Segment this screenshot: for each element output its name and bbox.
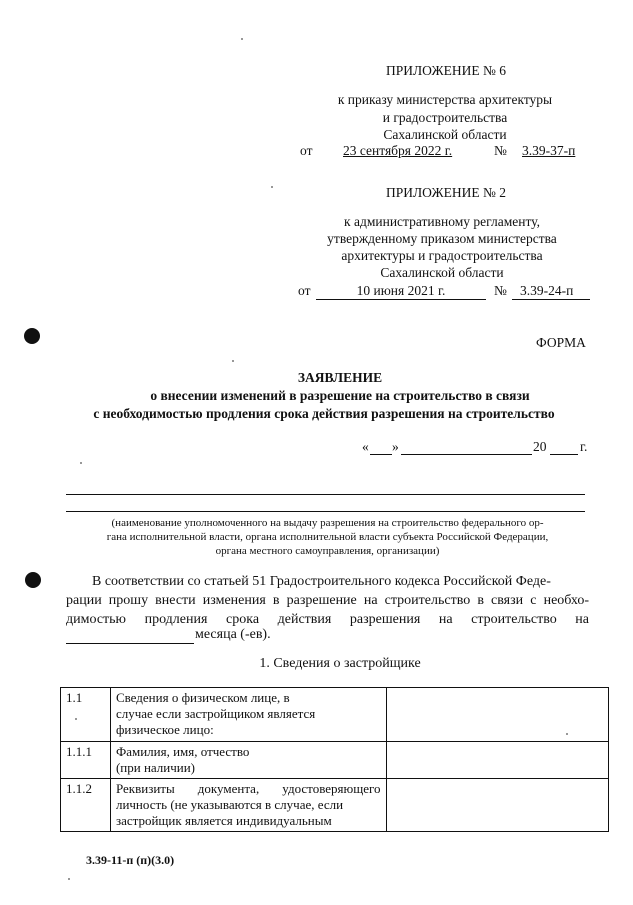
table-row bbox=[61, 742, 609, 779]
row-label-line: случае если застройщиком является bbox=[115, 706, 316, 721]
row-label-line: застройщик является индивидуальным bbox=[115, 813, 332, 828]
table-row bbox=[61, 688, 609, 742]
date-close-quote: » bbox=[392, 439, 399, 454]
date-open-quote: « bbox=[362, 439, 369, 454]
body-line2: рации прошу внести изменения в разрешение на строительство в связи с необхо- bbox=[66, 593, 589, 608]
body-line3: димостью продления срока действия разрешения на строительство на bbox=[66, 612, 589, 627]
recipient-caption-line2: гана исполнительной власти, органа исполнительной власти субъекта Российской Федерации, bbox=[106, 531, 549, 543]
date-day-blank[interactable] bbox=[370, 454, 392, 455]
row-number: 1.1.2 bbox=[61, 779, 111, 832]
recipient-caption bbox=[60, 516, 595, 558]
date-year-suffix: г. bbox=[580, 439, 588, 454]
row-label-line: Реквизиты документа, удостоверяющего bbox=[115, 781, 381, 796]
row-label-line: физическое лицо: bbox=[115, 722, 214, 737]
date-year-blank[interactable] bbox=[550, 454, 578, 455]
table-row bbox=[61, 779, 609, 832]
row-value[interactable] bbox=[386, 742, 608, 779]
appendix2-line1: к административному регламенту, bbox=[344, 214, 540, 229]
form-label: ФОРМА bbox=[536, 335, 586, 350]
appendix2-number-underline bbox=[512, 299, 590, 300]
scan-speck bbox=[271, 186, 273, 188]
appendix2-number: 3.39-24-п bbox=[520, 283, 574, 298]
statement-subtitle-line1: о внесении изменений в разрешение на строительство в связи bbox=[150, 388, 530, 403]
row-number: 1.1 bbox=[61, 688, 111, 742]
row-value[interactable] bbox=[386, 779, 608, 832]
section1-title: 1. Сведения о застройщике bbox=[259, 656, 421, 671]
row-label-line: (при наличии) bbox=[115, 760, 196, 775]
scan-speck bbox=[68, 878, 70, 880]
appendix6-number: 3.39-37-п bbox=[522, 143, 576, 158]
date-year-prefix: 20 bbox=[533, 439, 547, 454]
recipient-line-2[interactable] bbox=[66, 511, 585, 512]
appendix2-from-label: от bbox=[298, 283, 311, 298]
appendix2-date: 10 июня 2021 г. bbox=[356, 283, 446, 298]
punch-hole-top bbox=[24, 328, 40, 344]
recipient-line-1[interactable] bbox=[66, 494, 585, 495]
developer-info-table bbox=[60, 687, 609, 832]
punch-hole-bottom bbox=[25, 572, 41, 588]
scan-speck bbox=[241, 38, 243, 40]
row-label-line: Сведения о физическом лице, в bbox=[115, 690, 290, 705]
body-line4: месяца (-ев). bbox=[195, 627, 271, 642]
appendix6-line2: и градостроительства bbox=[382, 110, 508, 125]
row-label bbox=[110, 688, 386, 742]
row-label bbox=[110, 779, 386, 832]
appendix6-line3: Сахалинской области bbox=[383, 127, 507, 142]
appendix2-line2: утвержденному приказом министерства bbox=[327, 231, 557, 246]
recipient-caption-line1: (наименование уполномоченного на выдачу разрешения на строительство федерального ор- bbox=[111, 517, 544, 529]
appendix6-title: ПРИЛОЖЕНИЕ № 6 bbox=[385, 63, 507, 78]
appendix6-line1: к приказу министерства архитектуры bbox=[337, 92, 553, 107]
appendix2-line3: архитектуры и градостроительства bbox=[341, 248, 543, 263]
row-label-line: Фамилия, имя, отчество bbox=[115, 744, 250, 759]
appendix6-date: 23 сентября 2022 г. bbox=[343, 143, 453, 158]
row-number: 1.1.1 bbox=[61, 742, 111, 779]
statement-title: ЗАЯВЛЕНИЕ bbox=[297, 370, 383, 385]
row-value[interactable] bbox=[386, 688, 608, 742]
footer-code: 3.39-11-п (п)(3.0) bbox=[86, 853, 175, 867]
months-blank[interactable] bbox=[66, 643, 194, 644]
appendix2-title: ПРИЛОЖЕНИЕ № 2 bbox=[385, 185, 507, 200]
appendix2-number-label: № bbox=[494, 283, 507, 298]
appendix6-from-label: от bbox=[300, 143, 313, 158]
scan-speck bbox=[75, 718, 77, 720]
row-label bbox=[110, 742, 386, 779]
statement-subtitle-line2: с необходимостью продления срока действия разрешения на строительство bbox=[93, 406, 555, 421]
recipient-caption-line3: органа местного самоуправления, организации) bbox=[215, 545, 440, 557]
appendix2-date-underline bbox=[316, 299, 486, 300]
scan-speck bbox=[80, 462, 82, 464]
scan-speck bbox=[566, 733, 568, 735]
row-label-line: личность (не указываются в случае, если bbox=[115, 797, 344, 812]
date-month-blank[interactable] bbox=[401, 454, 532, 455]
appendix6-number-label: № bbox=[494, 143, 507, 158]
appendix2-line4: Сахалинской области bbox=[380, 265, 504, 280]
body-line1: В соответствии со статьей 51 Градостроительного кодекса Российской Феде- bbox=[92, 574, 551, 589]
scan-speck bbox=[232, 360, 234, 362]
